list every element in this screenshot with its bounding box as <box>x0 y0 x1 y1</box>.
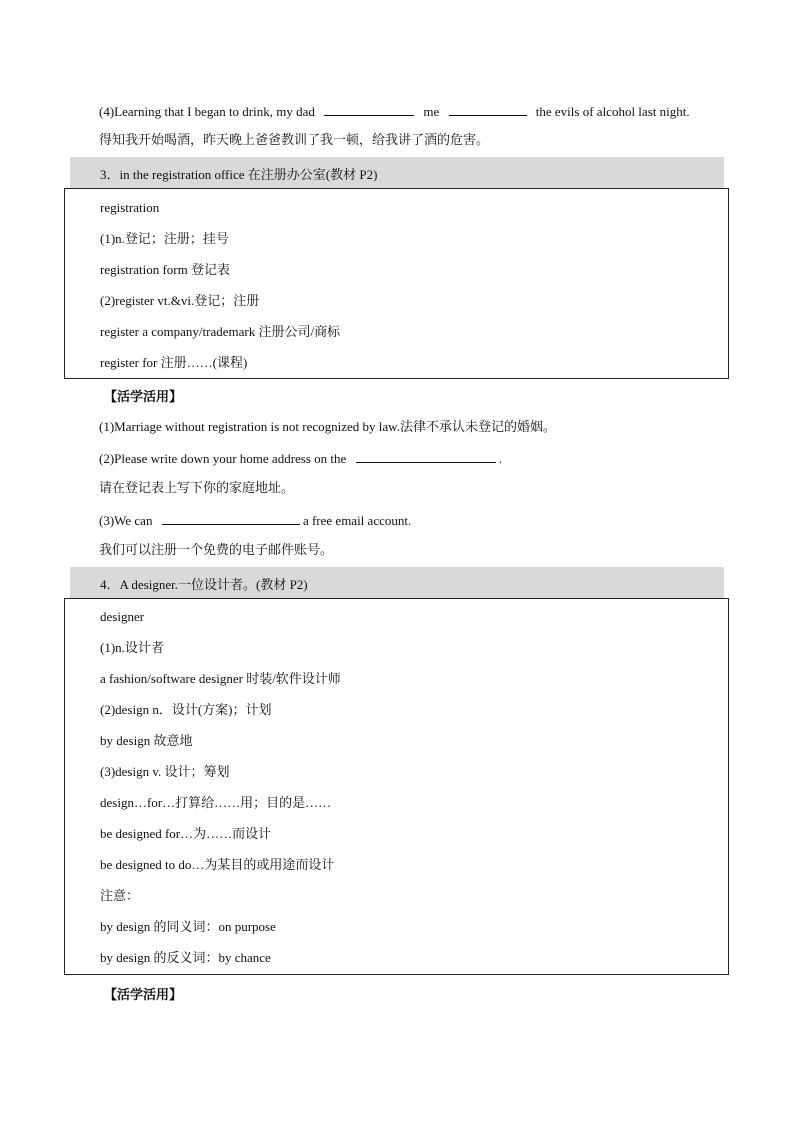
question-4-text-a: (4)Learning that I began to drink, my dad <box>99 104 315 119</box>
note-line: by design 的反义词：by chance <box>100 950 271 965</box>
question-4-text-b: me <box>423 104 440 119</box>
exercise-2-end: . <box>498 451 503 466</box>
note-line: a fashion/software designer 时装/软件设计师 <box>100 671 341 686</box>
question-4-text-c: the evils of alcohol last night. <box>535 104 690 119</box>
section-3-heading-band <box>70 157 724 188</box>
exercise-3-text: (3)We can <box>99 513 153 528</box>
exercise-3-end: a free email account. <box>302 513 412 528</box>
practice-header: 【活学活用】 <box>104 390 183 405</box>
exercise-3 <box>99 511 411 530</box>
section-4-heading-band <box>70 567 724 598</box>
question-4-translation: 得知我开始喝酒，昨天晚上爸爸教训了我一顿，给我讲了酒的危害。 <box>99 133 490 148</box>
note-line: designer <box>100 609 145 624</box>
section-4-notes-box <box>64 598 729 975</box>
exercise-3-translation: 我们可以注册一个免费的电子邮件账号。 <box>99 543 334 558</box>
note-line: by design 故意地 <box>100 733 193 748</box>
note-line: be designed for…为……而设计 <box>100 826 272 841</box>
note-line: (2)design n．设计(方案)；计划 <box>100 702 272 717</box>
exercise-2-translation: 请在登记表上写下你的家庭地址。 <box>99 481 295 496</box>
question-4 <box>99 102 690 121</box>
exercise-2-text: (2)Please write down your home address on the <box>99 451 347 466</box>
exercise-1: (1)Marriage without registration is not recognized by law.法律不承认未登记的婚姻。 <box>99 419 556 434</box>
answer-blank-3[interactable] <box>356 449 496 463</box>
answer-blank-1[interactable] <box>324 102 414 116</box>
note-line: (3)design v. 设计；筹划 <box>100 764 230 779</box>
practice-header: 【活学活用】 <box>104 988 183 1003</box>
answer-blank-2[interactable] <box>449 102 527 116</box>
exercise-2 <box>99 449 502 468</box>
note-line: register a company/trademark 注册公司/商标 <box>100 324 341 339</box>
answer-blank-4[interactable] <box>162 511 300 525</box>
note-line: be designed to do…为某目的或用途而设计 <box>100 857 335 872</box>
note-line: (1)n.登记；注册；挂号 <box>100 231 229 246</box>
note-line: 注意： <box>100 888 140 903</box>
note-line: by design 的同义词：on purpose <box>100 919 276 934</box>
note-line: design…for…打算给……用；目的是…… <box>100 795 332 810</box>
note-line: (1)n.设计者 <box>100 640 164 655</box>
section-3-notes-box <box>64 188 729 379</box>
note-line: registration form 登记表 <box>100 262 230 277</box>
note-line: (2)register vt.&vi.登记；注册 <box>100 293 260 308</box>
note-line: register for 注册……(课程) <box>100 355 248 370</box>
note-line: registration <box>100 200 160 215</box>
section-4-title: 4．A designer.一位设计者。(教材 P2) <box>100 577 308 592</box>
section-3-title: 3．in the registration office 在注册办公室(教材 P2) <box>100 167 378 182</box>
